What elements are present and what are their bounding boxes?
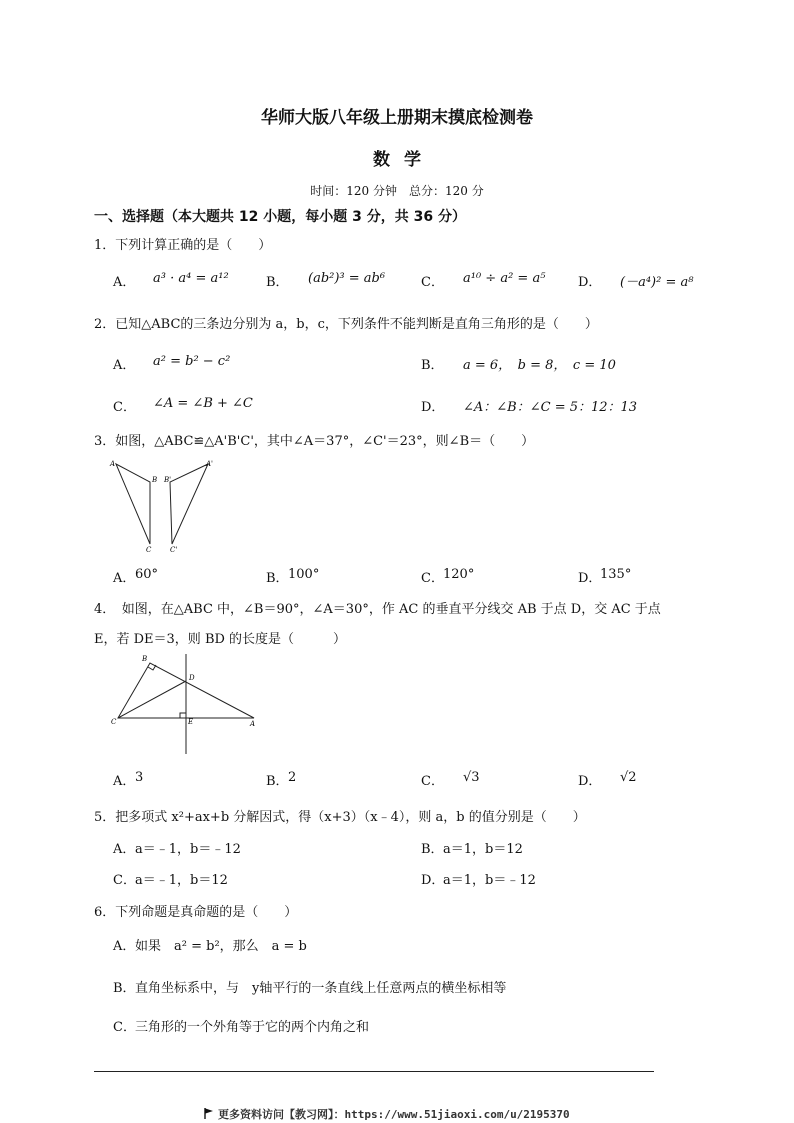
option-label: B．: [113, 981, 136, 996]
option-label: C．: [421, 774, 444, 789]
option-text: √3: [463, 770, 480, 785]
section-heading: 一、选择题（本大题共 12 小题，每小题 3 分，共 36 分）: [94, 209, 466, 225]
option-text: 135°: [600, 567, 632, 582]
question-stem: 3．如图，△ABC≌△A'B'C'，其中∠A＝37°，∠C'＝23°，则∠B＝（ ）: [94, 434, 535, 449]
option-label: D．: [421, 873, 445, 888]
option-label: A．: [113, 842, 136, 857]
flag-icon: [204, 1108, 214, 1119]
option-text: a¹⁰ ÷ a² = a⁵: [463, 271, 546, 286]
option-label: A．: [113, 358, 136, 373]
figure-label: A': [206, 460, 213, 468]
right-triangle-figure: [108, 652, 260, 756]
option-text: a＝1，b＝12: [443, 842, 523, 857]
option-label: D．: [578, 275, 602, 290]
option-text: ∠A = ∠B + ∠C: [153, 396, 253, 411]
option-label: A．: [113, 774, 136, 789]
figure-label: E: [188, 718, 194, 726]
option-text: 3: [135, 770, 144, 785]
option-label: A．: [113, 571, 136, 586]
option-text: 三角形的一个外角等于它的两个内角之和: [135, 1020, 370, 1035]
figure-label: B: [152, 476, 158, 484]
figure-label: A: [250, 720, 256, 728]
option-label: B．: [421, 842, 444, 857]
option-label: D．: [578, 571, 602, 586]
option-text: √2: [620, 770, 637, 785]
option-text: a³ · a⁴ = a¹²: [153, 271, 229, 286]
figure-label: C: [146, 546, 152, 554]
option-label: C．: [113, 873, 136, 888]
question-stem: 4． 如图，在△ABC 中，∠B＝90°，∠A＝30°，作 AC 的垂直平分线交 AB 于点 D，交 AC 于点: [94, 602, 661, 617]
question-stem: 2．已知△ABC的三条边分别为 a，b，c，下列条件不能判断是直角三角形的是（ ）: [94, 317, 598, 332]
option-label: B．: [266, 275, 289, 290]
option-label: D．: [578, 774, 602, 789]
option-text: 60°: [135, 567, 159, 582]
figure-label: C': [170, 546, 178, 554]
option-text: a＝1，b＝﹣12: [443, 873, 536, 888]
option-text: 直角坐标系中，与 y轴平行的一条直线上任意两点的横坐标相等: [135, 981, 507, 996]
option-label: A．: [113, 275, 136, 290]
footer: [204, 1106, 570, 1122]
congruent-triangles-figure: [108, 458, 220, 554]
option-label: C．: [421, 275, 444, 290]
option-text: 2: [288, 770, 297, 785]
option-label: C．: [113, 1020, 136, 1035]
exam-meta: 时间：120 分钟 总分：120 分: [310, 184, 484, 198]
figure-label: D: [189, 674, 195, 682]
triangle-abc: [116, 464, 150, 544]
figure-label: A: [110, 460, 116, 468]
figure-label: C: [111, 718, 117, 726]
option-text: a² = b² − c²: [153, 354, 231, 369]
option-text: 如果 a² = b²，那么 a = b: [135, 939, 307, 954]
option-label: A．: [113, 939, 136, 954]
option-text: a＝﹣1，b＝﹣12: [135, 842, 241, 857]
option-label: B．: [266, 571, 289, 586]
option-label: C．: [113, 400, 136, 415]
figure-label: B': [164, 476, 172, 484]
option-label: D．: [421, 400, 445, 415]
figure-label: B: [142, 655, 148, 663]
footer-divider: [94, 1071, 654, 1072]
option-text: (ab²)³ = ab⁶: [308, 271, 386, 286]
subject-title: 数学: [373, 150, 435, 170]
option-label: B．: [421, 358, 444, 373]
option-label: C．: [421, 571, 444, 586]
question-stem: 1．下列计算正确的是（ ）: [94, 238, 272, 253]
option-text: a＝﹣1，b＝12: [135, 873, 228, 888]
question-stem: 6．下列命题是真命题的是（ ）: [94, 905, 298, 920]
option-text: ∠A：∠B：∠C = 5：12：13: [463, 400, 638, 415]
option-text: 100°: [288, 567, 320, 582]
option-text: 120°: [443, 567, 475, 582]
option-label: B．: [266, 774, 289, 789]
option-text: a = 6， b = 8， c = 10: [463, 358, 616, 373]
question-stem: E，若 DE＝3，则 BD 的长度是（ ）: [94, 632, 347, 647]
page-title: 华师大版八年级上册期末摸底检测卷: [261, 108, 533, 128]
footer-link[interactable]: 更多资料访问【教习网】：https://www.51jiaoxi.com/u/2195370: [218, 1108, 570, 1121]
question-stem: 5．把多项式 x²+ax+b 分解因式，得（x+3）（x﹣4），则 a，b 的值分别是（ ）: [94, 810, 586, 825]
option-text: (－a⁴)² = a⁸: [620, 275, 694, 290]
triangle-a-b-c-prime: [170, 464, 208, 544]
right-angle-mark-e: [180, 713, 186, 718]
